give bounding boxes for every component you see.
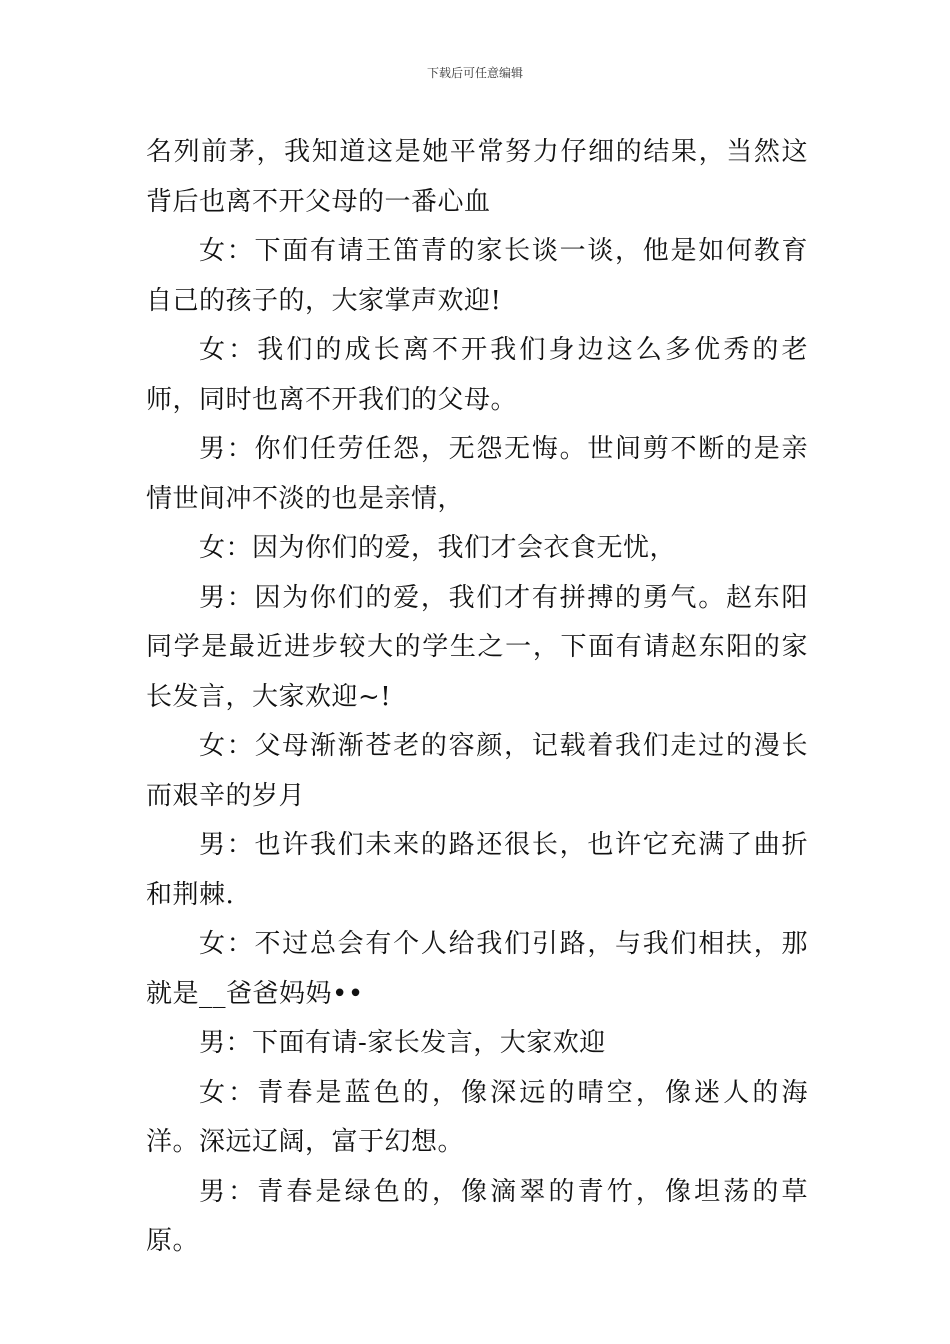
document-body — [146, 128, 808, 1267]
paragraph-12: 男：青春是绿色的，像滴翠的青竹，像坦荡的草原。 — [146, 1176, 808, 1256]
paragraph-7: 女：父母渐渐苍老的容颜，记载着我们走过的漫长而艰辛的岁月 — [146, 731, 808, 811]
paragraph-6: 男：因为你们的爱，我们才有拼搏的勇气。赵东阳同学是最近进步较大的学生之一，下面有请赵东阳的家长发言，大家欢迎~! — [146, 582, 808, 712]
paragraph-3: 女：我们的成长离不开我们身边这么多优秀的老师，同时也离不开我们的父母。 — [146, 335, 808, 415]
paragraph-10: 男：下面有请-家长发言，大家欢迎 — [199, 1028, 606, 1058]
paragraph-2: 女：下面有请王笛青的家长谈一谈，他是如何教育自己的孩子的，大家掌声欢迎! — [146, 236, 808, 316]
paragraph-8: 男：也许我们未来的路还很长，也许它充满了曲折和荆棘. — [146, 830, 808, 910]
page-header: 下载后可任意编辑 — [426, 66, 523, 80]
paragraph-5: 女：因为你们的爱，我们才会衣食无忧， — [199, 533, 677, 563]
paragraph-11: 女：青春是蓝色的，像深远的晴空，像迷人的海洋。深远辽阔，富于幻想。 — [146, 1077, 808, 1157]
paragraph-4: 男：你们任劳任怨，无怨无悔。世间剪不断的是亲情世间冲不淡的也是亲情， — [146, 434, 808, 514]
paragraph-9: 女：不过总会有个人给我们引路，与我们相扶，那就是__爸爸妈妈•• — [146, 929, 808, 1009]
paragraph-1: 名列前茅，我知道这是她平常努力仔细的结果，当然这背后也离不开父母的一番心血 — [146, 137, 808, 217]
